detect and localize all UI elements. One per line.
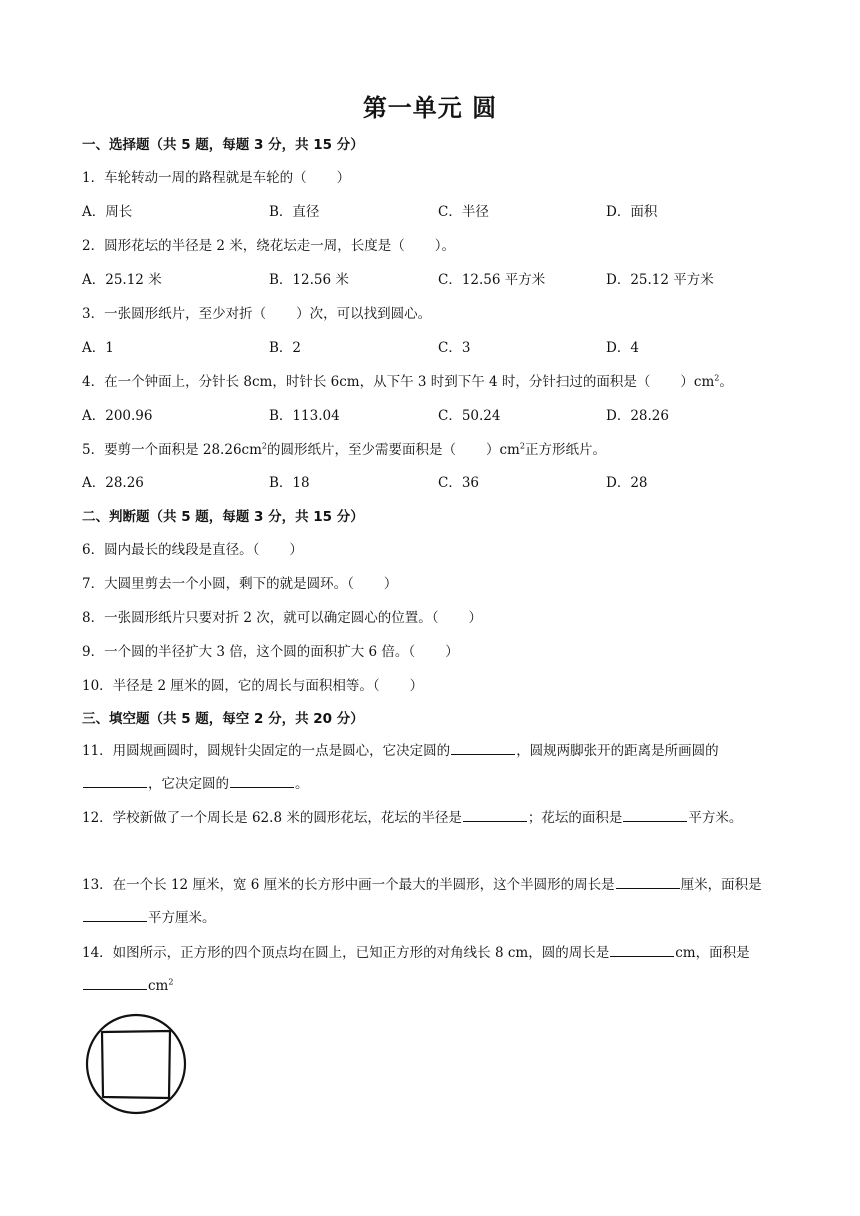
option-b[interactable]: B．113.04	[269, 408, 340, 424]
question-14: 14．如图所示，正方形的四个顶点均在圆上，已知正方形的对角线长 8 cm，圆的周长是 cm，面积是$cm^2$	[82, 937, 782, 1003]
option-a[interactable]: A．25.12 米	[82, 272, 162, 288]
question-2: 2．圆形花坛的半径是 2 米，绕花坛走一周，长度是（ ）。	[82, 238, 456, 254]
question-9: 9．一个圆的半径扩大 3 倍，这个圆的面积扩大 6 倍。（ ）	[82, 644, 459, 660]
question-1-options	[82, 202, 782, 222]
question-2-options	[82, 270, 782, 290]
question-4-options	[82, 406, 782, 426]
question-12: 12．学校新做了一个周长是 62.8 米的圆形花坛，花坛的半径是 ；花坛的面积是 平方米。	[82, 802, 782, 835]
fill-blank[interactable]	[610, 942, 674, 957]
question-7: 7．大圆里剪去一个小圆，剩下的就是圆环。（ ）	[82, 576, 398, 592]
section-heading-fill-blank: 三、填空题（共 5 题，每空 2 分，共 20 分）	[82, 711, 364, 727]
fill-blank[interactable]	[83, 975, 147, 990]
question-2-text: 2．圆形花坛的半径是 2 米，绕花坛走一周，长度是（	[82, 238, 405, 254]
figure-square	[102, 1031, 170, 1098]
fill-blank[interactable]	[463, 807, 527, 822]
question-11: 11．用圆规画圆时，圆规针尖固定的一点是圆心，它决定圆的 ，圆规两脚张开的距离是所画圆的，它决定圆的 。	[82, 735, 782, 801]
question-3: 3．一张圆形纸片，至少对折（ ）次，可以找到圆心。	[82, 306, 432, 322]
option-a[interactable]: A．周长	[82, 204, 133, 220]
question-4: 4．在一个钟面上，分针长 8cm，时针长 6cm，从下午 3 时到下午 4 时，分针扫过的面积是（ ）$cm^2$。	[82, 373, 733, 390]
option-d[interactable]: D．25.12 平方米	[606, 272, 714, 288]
fill-blank[interactable]	[83, 773, 147, 788]
option-c[interactable]: C．半径	[438, 204, 489, 220]
option-d[interactable]: D．28.26	[606, 408, 669, 424]
option-d[interactable]: D．4	[606, 340, 639, 356]
section-heading-judgement: 二、判断题（共 5 题，每题 3 分，共 15 分）	[82, 509, 364, 525]
question-1-text: 1．车轮转动一周的路程就是车轮的（	[82, 170, 307, 186]
option-b[interactable]: B．2	[269, 340, 302, 356]
question-6: 6．圆内最长的线段是直径。（ ）	[82, 542, 303, 558]
option-b[interactable]: B．12.56 米	[269, 272, 349, 288]
option-a[interactable]: A．1	[82, 340, 114, 356]
option-c[interactable]: C．50.24	[438, 408, 501, 424]
option-b[interactable]: B．直径	[269, 204, 320, 220]
question-5: 5．要剪一个面积是 $28.26cm^2$的圆形纸片，至少需要面积是（ ）$cm^2$正方形纸片。	[82, 441, 606, 458]
option-a[interactable]: A．200.96	[82, 408, 153, 424]
option-c[interactable]: C．36	[438, 475, 480, 491]
section-heading-choice: 一、选择题（共 5 题，每题 3 分，共 15 分）	[82, 137, 364, 153]
option-c[interactable]: C．3	[438, 340, 471, 356]
option-a[interactable]: A．28.26	[82, 475, 144, 491]
question-8: 8．一张圆形纸片只要对折 2 次，就可以确定圆心的位置。（ ）	[82, 610, 483, 626]
question-5-text: 5．要剪一个面积是 28.26cm	[82, 442, 262, 458]
question-3-options	[82, 338, 782, 358]
question-13: 13．在一个长 12 厘米，宽 6 厘米的长方形中画一个最大的半圆形，这个半圆形的周长是 厘米，面积是平方厘米。	[82, 869, 782, 935]
option-d[interactable]: D．面积	[606, 204, 658, 220]
fill-blank[interactable]	[230, 773, 294, 788]
fill-blank[interactable]	[451, 740, 515, 755]
question-4-text: 4．在一个钟面上，分针长 8cm，时针长 6cm，从下午 3 时到下午 4 时，分针扫过的面积是（	[82, 374, 651, 390]
question-3-text: 3．一张圆形纸片，至少对折（	[82, 306, 267, 322]
option-d[interactable]: D．28	[606, 475, 648, 491]
question-5-options	[82, 473, 782, 493]
option-c[interactable]: C．12.56 平方米	[438, 272, 546, 288]
page-title: 第一单元 圆	[362, 94, 498, 122]
fill-blank[interactable]	[616, 874, 680, 889]
circle-square-figure	[84, 1012, 188, 1116]
fill-blank[interactable]	[83, 907, 147, 922]
fill-blank[interactable]	[623, 807, 687, 822]
question-1: 1．车轮转动一周的路程就是车轮的（ ）	[82, 170, 351, 186]
question-10: 10．半径是 2 厘米的圆，它的周长与面积相等。（ ）	[82, 678, 424, 694]
option-b[interactable]: B．18	[269, 475, 310, 491]
